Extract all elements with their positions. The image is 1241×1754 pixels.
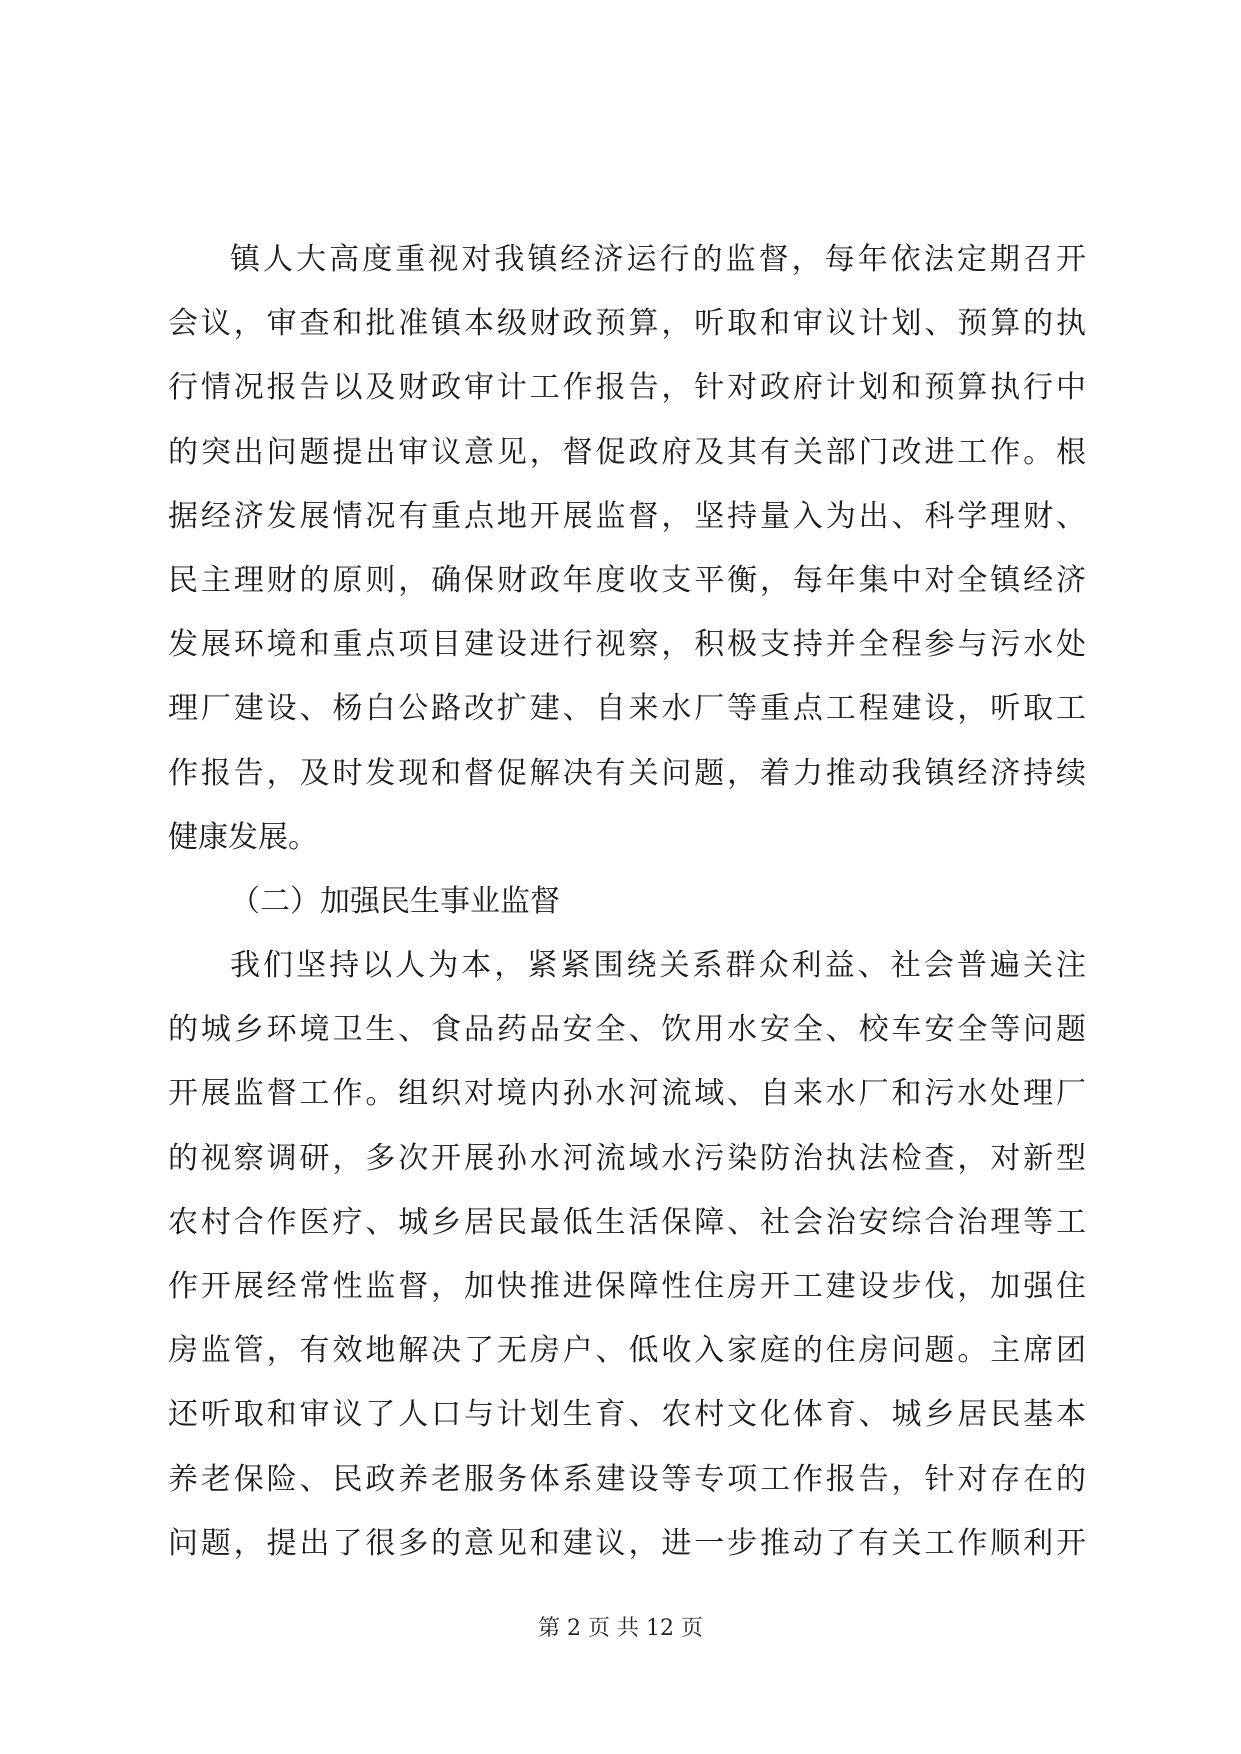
paragraph-2-line-1: 我们坚持以人为本，紧紧围绕关系群众利益、社会普遍关注: [230, 948, 1086, 984]
paragraph-2-line-9: 养老保险、民政养老服务体系建设等专项工作报告，针对存在的: [168, 1461, 1086, 1497]
paragraph-1-line-4: 的突出问题提出审议意见，督促政府及其有关部门改进工作。根: [168, 434, 1086, 470]
page-number-footer: 第 2 页 共 12 页: [538, 1616, 703, 1641]
paragraph-1-line-3: 行情况报告以及财政审计工作报告，针对政府计划和预算执行中: [168, 370, 1086, 406]
paragraph-2-line-4: 的视察调研，多次开展孙水河流域水污染防治执法检查，对新型: [168, 1140, 1086, 1176]
paragraph-1-line-10: 健康发展。: [168, 819, 318, 855]
paragraph-1-line-5: 据经济发展情况有重点地开展监督，坚持量入为出、科学理财、: [168, 498, 1086, 534]
paragraph-2-line-5: 农村合作医疗、城乡居民最低生活保障、社会治安综合治理等工: [168, 1204, 1086, 1240]
paragraph-2-line-3: 开展监督工作。组织对境内孙水河流域、自来水厂和污水处理厂: [168, 1076, 1086, 1112]
paragraph-2-line-2: 的城乡环境卫生、食品药品安全、饮用水安全、校车安全等问题: [168, 1012, 1086, 1048]
paragraph-2-line-7: 房监管，有效地解决了无房户、低收入家庭的住房问题。主席团: [168, 1333, 1086, 1369]
paragraph-2-line-8: 还听取和审议了人口与计划生育、农村文化体育、城乡居民基本: [168, 1397, 1086, 1433]
paragraph-1-line-1: 镇人大高度重视对我镇经济运行的监督，每年依法定期召开: [230, 242, 1086, 277]
paragraph-2-line-6: 作开展经常性监督，加快推进保障性住房开工建设步伐，加强住: [168, 1269, 1086, 1304]
paragraph-1-line-7: 发展环境和重点项目建设进行视察，积极支持并全程参与污水处: [168, 627, 1086, 663]
paragraph-1-line-2: 会议，审查和批准镇本级财政预算，听取和审议计划、预算的执: [168, 306, 1086, 342]
section-heading: （二）加强民生事业监督: [230, 883, 560, 919]
paragraph-2-line-10: 问题，提出了很多的意见和建议，进一步推动了有关工作顺利开: [168, 1525, 1086, 1561]
paragraph-1-line-6: 民主理财的原则，确保财政年度收支平衡，每年集中对全镇经济: [168, 562, 1086, 598]
document-body: [168, 228, 1086, 1576]
paragraph-1-line-8: 理厂建设、杨白公路改扩建、自来水厂等重点工程建设，听取工: [168, 691, 1086, 727]
paragraph-1-line-9: 作报告，及时发现和督促解决有关问题，着力推动我镇经济持续: [168, 755, 1086, 791]
